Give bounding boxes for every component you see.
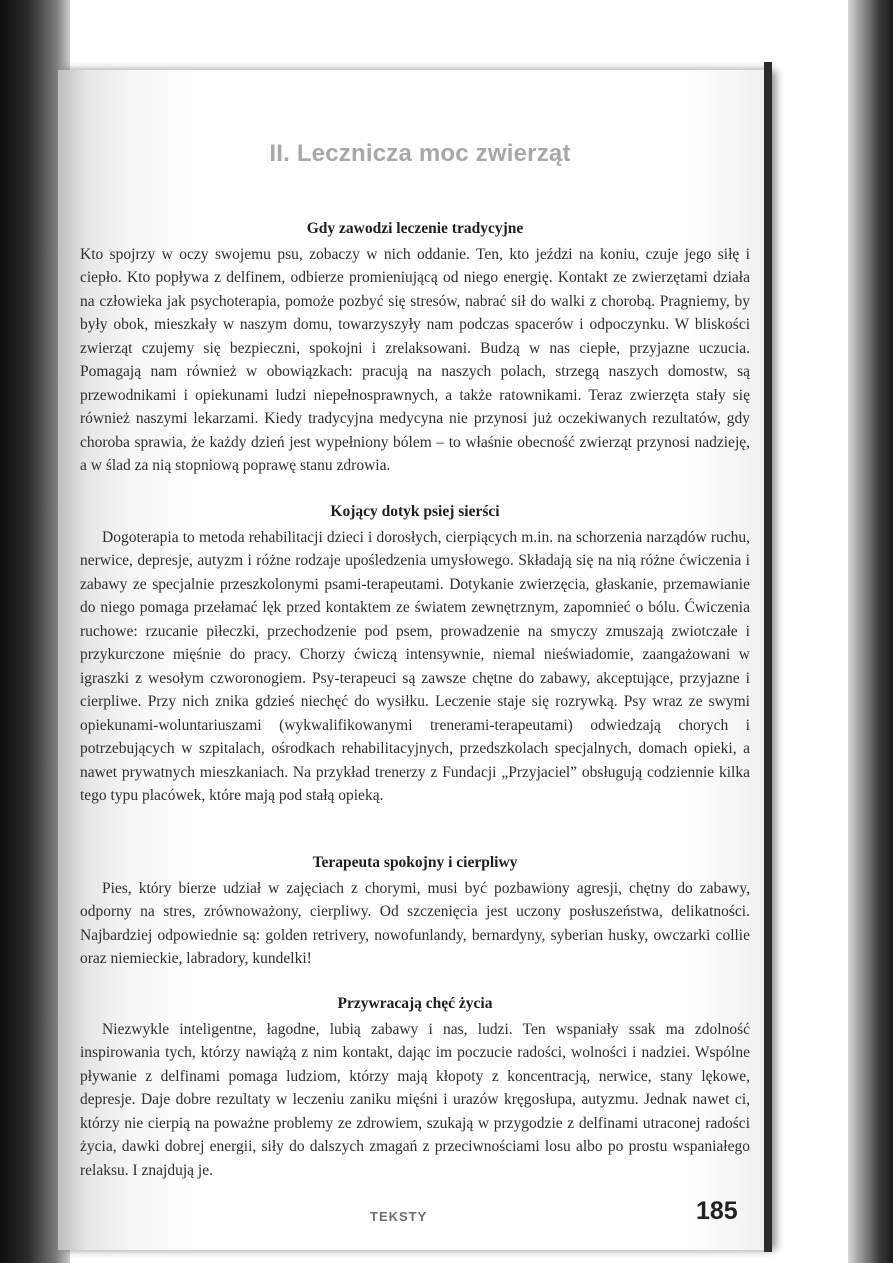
section-heading: Kojący dotyk psiej sierści [330, 503, 500, 520]
footer-label: TEKSTY [370, 1209, 428, 1224]
page-number: 185 [696, 1197, 738, 1225]
section-przywracaja-chec-zycia [80, 992, 750, 1182]
section-paragraph: Pies, który bierze udział w zajęciach z chorymi, musi być pozbawiony agresji, chętny do zabawy, odporny na stres, zrównoważony, cierpliwy. Od szczenięcia jest uczony posłuszeństwa, delikatności. Najbardziej odpowiednie są: golden retrivery, nowofunlandy, bernardyny, syberian husky, owczarki collie oraz niemieckie, labradory, kundelki! [80, 879, 750, 967]
section-kojacy-dotyk [80, 500, 750, 808]
section-paragraph: Kto spojrzy w oczy swojemu psu, zobaczy w nich oddanie. Ten, kto jeździ na koniu, czuje jego siłę i ciepło. Kto popływa z delfinem, odbierze promieniującą od niego energię. Kontakt ze zwierzętami działa na człowieka jak psychoterapia, pomoże pozbyć się stresów, nabrać sił do walki z chorobą. Pragniemy, by były obok, mieszkały w naszym domu, towarzyszyły nam podczas spacerów i odpoczynku. W bliskości zwierząt czujemy się bezpieczni, spokojni i zrelaksowani. Budzą w nas ciepłe, przyjazne uczucia. Pomagają nam również w obowiązkach: pracują na naszych polach, strzegą naszych domostw, są przewodnikami i opiekunami ludzi niepełnosprawnych, a także ratownikami. Teraz zwierzęta stały się również naszymi lekarzami. Kiedy tradycyjna medycyna nie przynosi już oczekiwanych rezultatów, gdy choroba sprawia, że każdy dzień jest wypełniony bólem – to właśnie obecność zwierząt przynosi nadzieję, a w ślad za nią stopniową poprawę stanu zdrowia. [80, 245, 750, 474]
section-paragraph: Dogoterapia to metoda rehabilitacji dzieci i dorosłych, cierpiących m.in. na schorzenia narządów ruchu, nerwice, depresje, autyzm i różne rodzaje upośledzenia umysłowego. Składają się na nią różne ćwiczenia i zabawy ze specjalnie przeszkolonymi psami-terapeutami. Dotykanie zwierzęcia, głaskanie, przemawianie do niego pomaga przełamać lęk przed kontaktem ze światem zewnętrznym, zapomnieć o bólu. Ćwiczenia ruchowe: rzucanie piłeczki, przechodzenie pod psem, prowadzenie na smyczy zmuszają zwiotczałe i przykurczone mięśnie do pracy. Chorzy ćwiczą intensywnie, niemal nieświadomie, zaangażowani w igraszki z wesołym czworonogiem. Psy-terapeuci są zawsze chętne do zabawy, akceptujące, przyjazne i cierpliwe. Przy nich znika gdzieś niechęć do wysiłku. Leczenie staje się rozrywką. Psy wraz ze swymi opiekunami-woluntariuszami (wykwalifikowanymi trenerami-terapeutami) odwiedzają chorych i potrzebujących w szpitalach, ośrodkach rehabilitacyjnych, przedszkolach specjalnych, domach opieki, a nawet prywatnych mieszkaniach. Na przykład trenerzy z Fundacji „Przyjaciel” obsługują codziennie kilka tego typu placówek, które mają pod stałą opieką. [80, 528, 750, 804]
section-heading: Gdy zawodzi leczenie tradycyjne [306, 220, 524, 237]
page-edge [764, 62, 772, 1252]
section-leczenie-tradycyjne [80, 217, 750, 478]
chapter-title: II. Lecznicza moc zwierząt [269, 140, 571, 167]
section-heading: Terapeuta spokojny i cierpliwy [312, 854, 518, 871]
section-paragraph: Niezwykle inteligentne, łagodne, lubią zabawy i nas, ludzi. Ten wspaniały ssak ma zdolność inspirowania tych, którzy nawiążą z nim kontakt, dając im poczucie radości, wolności i nadziei. Wspólne pływanie z delfinami pomaga ludziom, którzy mają kłopoty z koncentracją, nerwice, stany lękowe, depresje. Daje dobre rezultaty w leczeniu zaniku mięśni i urazów kręgosłupa, autyzmu. Jednak nawet ci, którzy nie cierpią na poważne problemy ze zdrowiem, szukają w przygodzie z delfinami utraconej radości życia, dawki dobrej energii, siły do dalszych zmagań z przeciwnościami losu albo po prostu wspaniałego relaksu. I znajdują je. [80, 1020, 750, 1179]
section-terapeuta [80, 851, 750, 971]
scan-background-right [848, 0, 893, 1263]
section-heading: Przywracają chęć życia [337, 995, 493, 1012]
